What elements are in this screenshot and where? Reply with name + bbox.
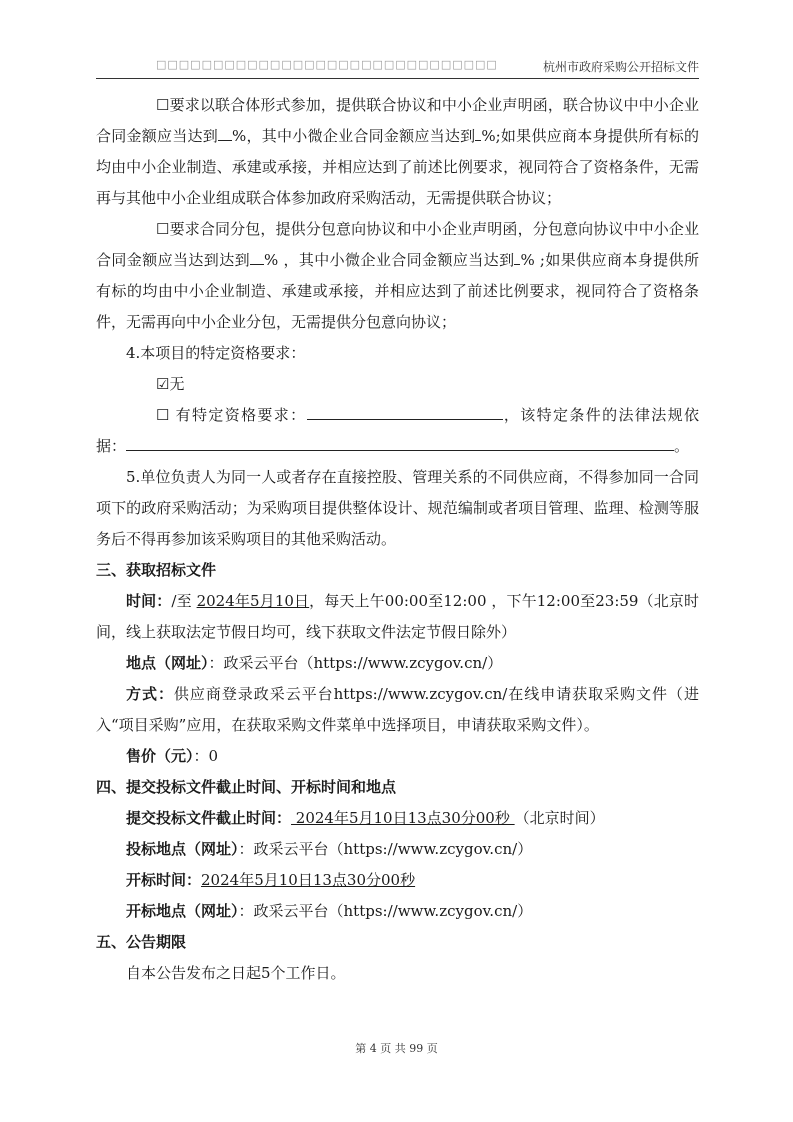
subcontract-checkbox[interactable]: ☐: [156, 220, 170, 238]
consortium-pct1-blank: [218, 125, 232, 141]
submission-place: 投标地点（网址）：政采云平台（https://www.zcygov.cn/）: [126, 840, 533, 858]
header-title: 杭州市政府采购公开招标文件: [542, 60, 699, 74]
subcontract-paragraph: ☐要求合同分包，提供分包意向协议和中小企业声明函，分包意向协议中中小企业合同金额应当达到达到 % ，其中小微企业合同金额应当达到 % ;如果供应商本身提供所有标的均由中小企业制造、承建或承接，并相应达到了前述比例要求，视同符合了资格条件，无需再向中小企业分包，无需提供分包意向协议；: [96, 214, 699, 338]
section-4-heading: 四、提交投标文件截止时间、开标时间和地点: [96, 778, 397, 796]
acquire-place: 地点（网址）：政采云平台（https://www.zcygov.cn/）: [126, 654, 503, 672]
section-3-heading: 三、获取招标文件: [96, 561, 217, 579]
document-body: [96, 90, 699, 989]
subcontract-pct1-blank: [250, 249, 264, 265]
no-specific-requirement: ☑无: [96, 369, 699, 400]
consortium-paragraph: ☐要求以联合体形式参加，提供联合协议和中小企业声明函，联合协议中中小企业合同金额应当达到 %，其中小微企业合同金额应当达到 %;如果供应商本身提供所有标的均由中小企业制造、承建或承接，并相应达到了前述比例要求，视同符合了资格条件，无需再与其他中小企业组成联合体参加政府采购活动，无需提供联合协议；: [96, 90, 699, 214]
requirement-input-line[interactable]: [307, 404, 503, 420]
opening-place: 开标地点（网址）：政采云平台（https://www.zcygov.cn/）: [126, 902, 533, 920]
acquire-time: 时间：/至 2024年5月10日，每天上午00:00至12:00 ，下午12:00至23:59（北京时间，线上获取法定节假日均可，线下获取文件法定节假日除外）: [96, 592, 699, 641]
announcement-period: 自本公告发布之日起5个工作日。: [126, 964, 346, 982]
opening-time: 开标时间：2024年5月10日13点30分00秒: [126, 871, 416, 889]
section-5-heading: 五、公告期限: [96, 933, 187, 951]
item-5-paragraph: 5.单位负责人为同一人或者存在直接控股、管理关系的不同供应商，不得参加同一合同项下的政府采购活动；为采购项目提供整体设计、规范编制或者项目管理、监理、检测等服务后不得再参加该采购项目的其他采购活动。: [96, 468, 699, 548]
has-specific-requirement: ☐ 有特定资格要求： ，该特定条件的法律法规依据： 。: [96, 400, 699, 462]
opening-time-value: 2024年5月10日13点30分00秒: [201, 871, 416, 889]
has-requirement-checkbox[interactable]: ☐: [156, 406, 170, 424]
specific-requirements-title: 4.本项目的特定资格要求：: [126, 344, 306, 362]
header-left-text: □□□□□□□□□□□□□□□□□□□□□□□□□□□□□□: [156, 58, 498, 71]
consortium-checkbox[interactable]: ☐: [156, 96, 170, 114]
page-footer: 第 4 页 共 99 页: [355, 1042, 438, 1055]
acquire-end-date: 2024年5月10日: [196, 592, 310, 610]
none-checkbox[interactable]: ☑: [156, 375, 170, 393]
deadline-value: 2024年5月10日13点30分00秒: [291, 809, 515, 827]
acquire-price: 售价（元）：0: [126, 747, 219, 765]
acquire-method: 方式：供应商登录政采云平台https://www.zcygov.cn/在线申请获取采购文件（进入“项目采购”应用，在获取采购文件菜单中选择项目，申请获取采购文件）。: [96, 685, 699, 734]
submission-deadline: 提交投标文件截止时间： 2024年5月10日13点30分00秒 （北京时间）: [126, 809, 605, 827]
page-header: [96, 56, 699, 79]
legal-basis-input-line[interactable]: [126, 435, 674, 451]
